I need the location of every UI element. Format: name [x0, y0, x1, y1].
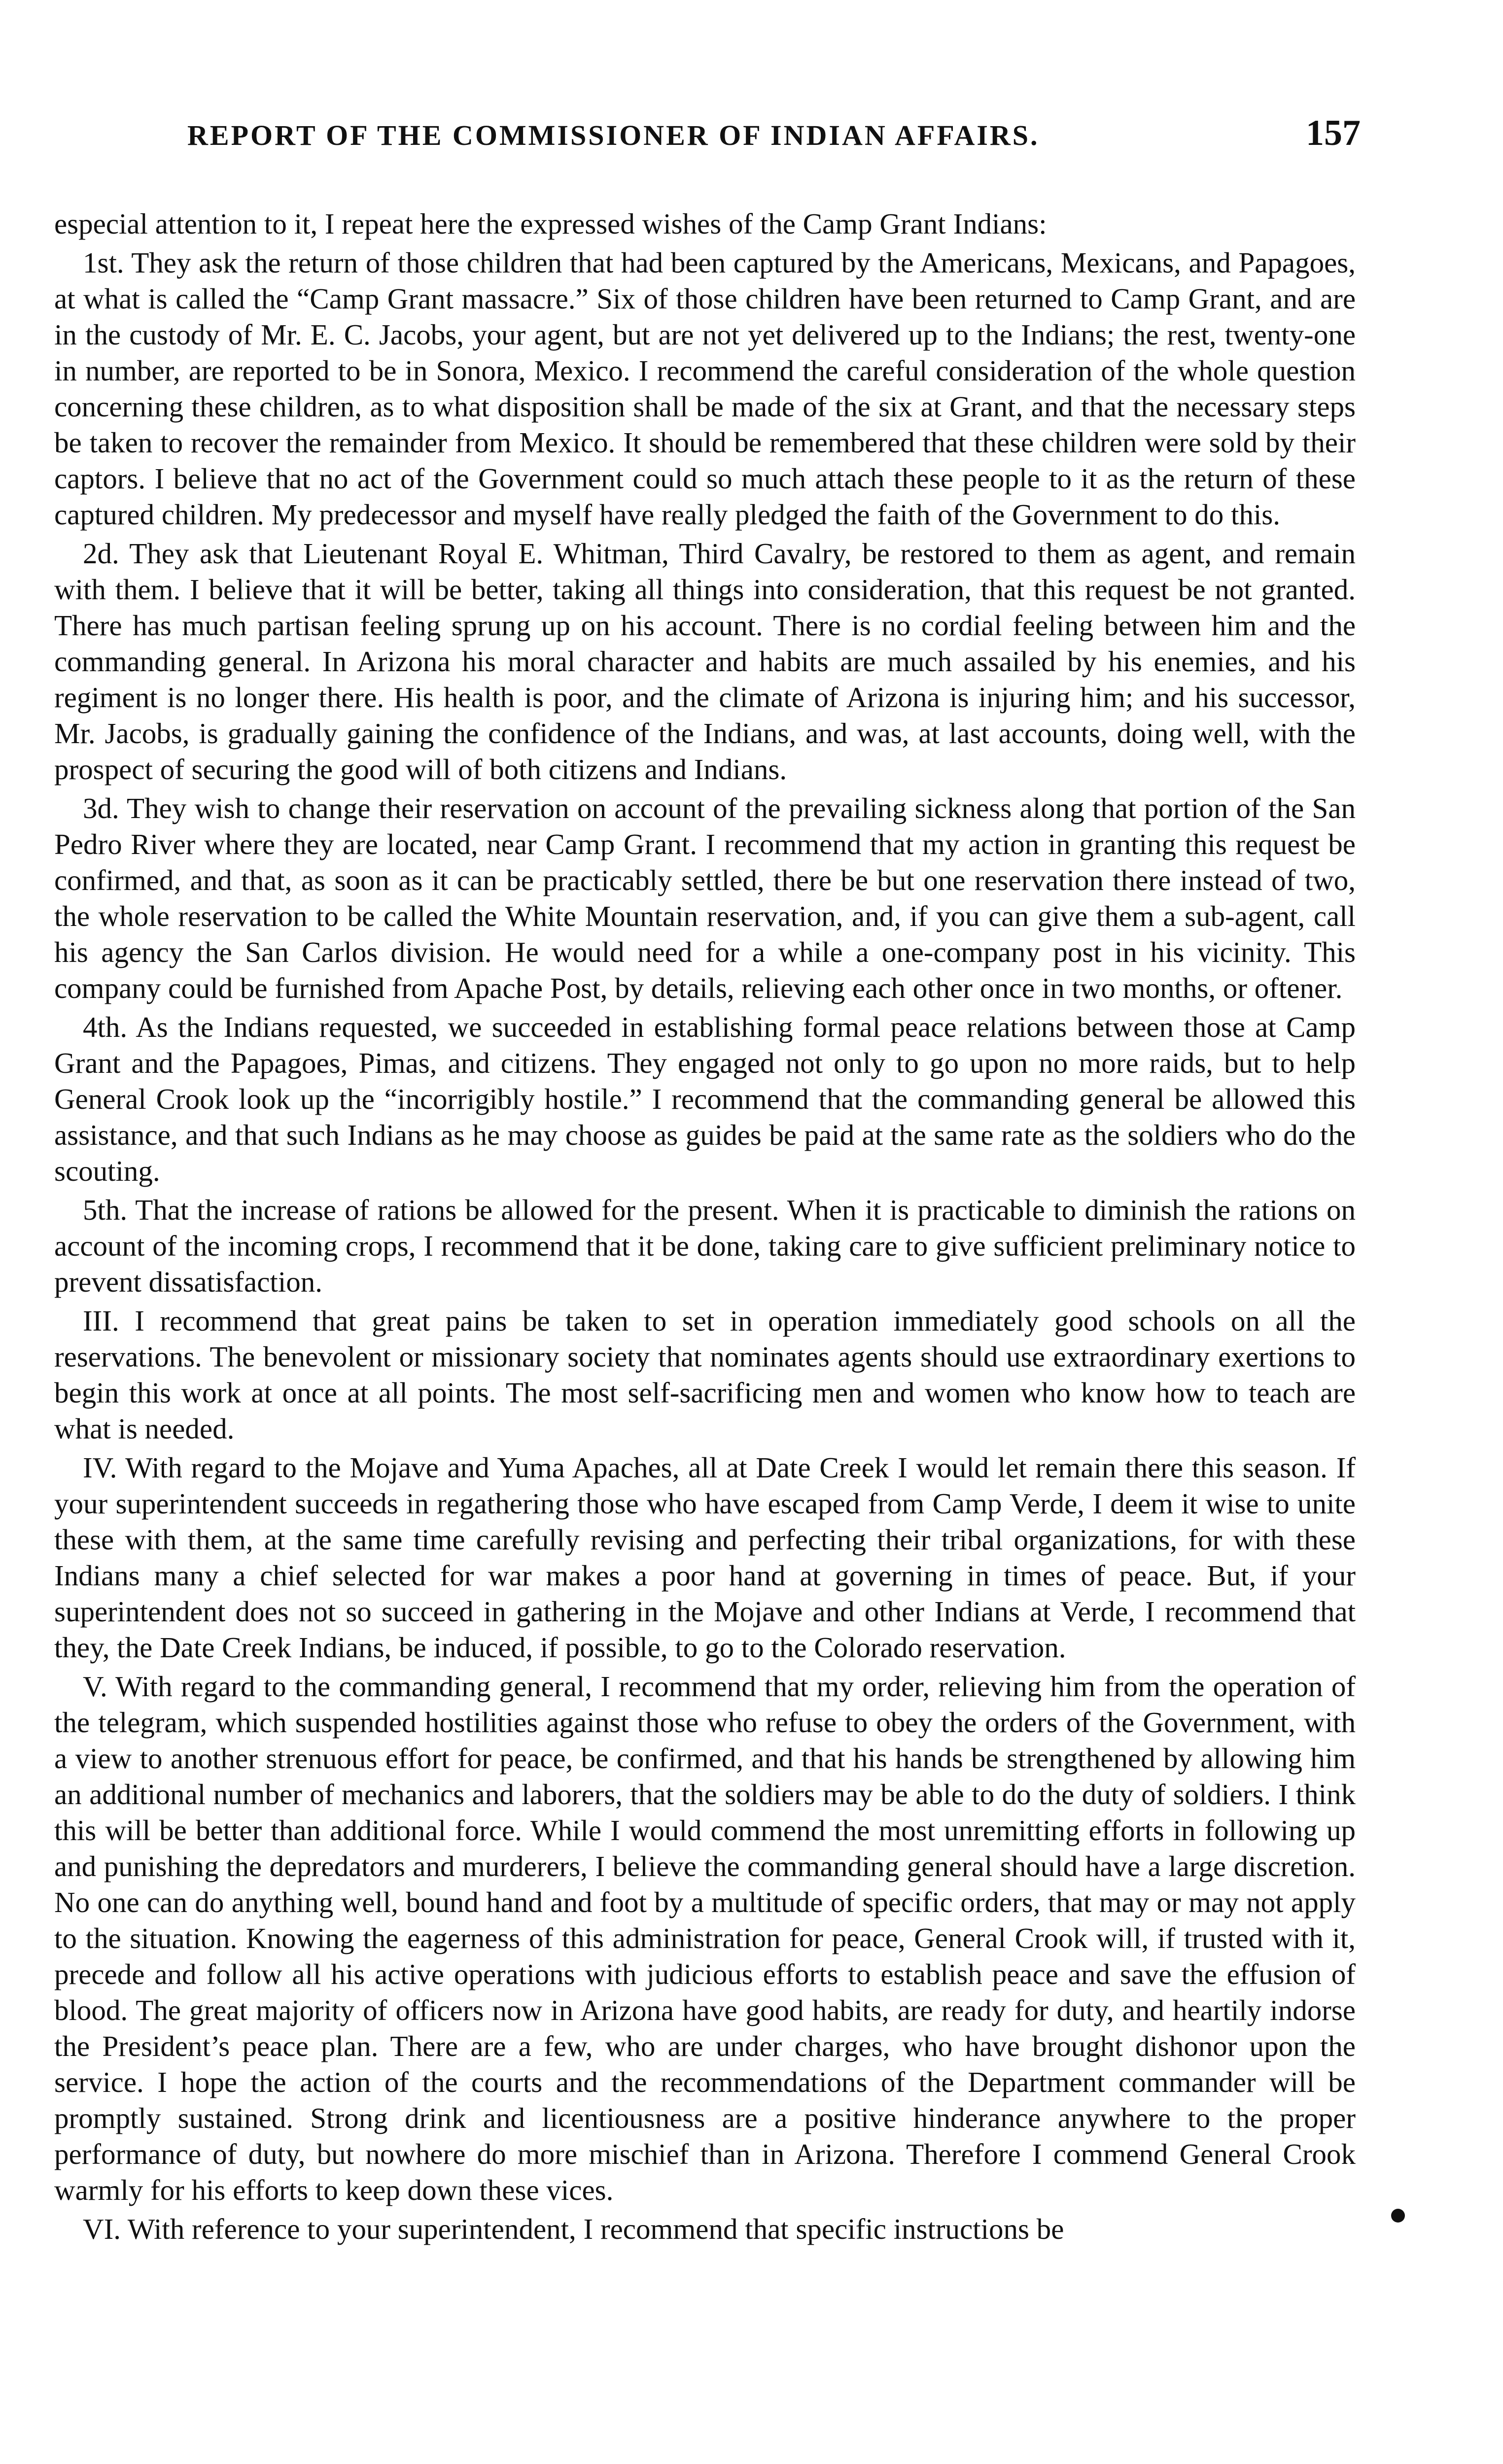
paragraph-third-wish: 3d. They wish to change their reservation on account of the prevailing sickness along that portion of the San Pedro River where they are located, near Camp Grant. I recommend that my action in granting this request be confirmed, and that, as soon as it can be practicably settled, there be but one reservation there instead of two, the whole reservation to be called the White Mountain reservation, and, if you can give them a sub-agent, call his agency the San Carlos division. He would need for a while a one-company post in his vicinity. This company could be furnished from Apache Post, by details, relieving each other once in two months, or oftener.	[54, 792, 1356, 1004]
paragraph-section-iv: IV. With regard to the Mojave and Yuma Apaches, all at Date Creek I would let remain there this season. If your superintendent succeeds in regathering those who have escaped from Camp Verde, I deem it wise to unite these with them, at the same time carefully revising and perfecting their tribal organizations, for with these Indians many a chief selected for war makes a poor hand at governing in times of peace. But, if your superintendent does not so succeed in gathering in the Mojave and other Indians at Verde, I recommend that they, the Date Creek Indians, be induced, if possible, to go to the Colorado reservation.	[54, 1451, 1356, 1664]
paragraph-first-wish: 1st. They ask the return of those children that had been captured by the Americans, Mexicans, and Papagoes, at what is called the “Camp Grant massacre.” Six of those children have been returned to Camp Grant, and are in the custody of Mr. E. C. Jacobs, your agent, but are not yet delivered up to the Indians; the rest, twenty-one in number, are reported to be in Sonora, Mexico. I recommend the careful consideration of the whole question concerning these children, as to what disposition shall be made of the six at Grant, and that the necessary steps be taken to recover the remainder from Mexico. It should be remembered that these children were sold by their captors. I believe that no act of the Government could so much attach these people to it as the return of these captured children. My predecessor and myself have really pledged the faith of the Government to do this.	[54, 246, 1356, 531]
page-number: 157	[1306, 113, 1361, 153]
paragraph-section-iii: III. I recommend that great pains be taken to set in operation immediately good schools on all the reservations. The benevolent or missionary society that nominates agents should use extraordinary exertions to begin this work at once at all points. The most self-sacrificing men and women who know how to teach are what is needed.	[54, 1304, 1356, 1445]
paragraph-section-vi: VI. With reference to your superintendent, I recommend that specific instructions be	[83, 2213, 1064, 2245]
paragraph-fifth-wish: 5th. That the increase of rations be allowed for the present. When it is practicable to diminish the rations on account of the incoming crops, I recommend that it be done, taking care to give sufficient preliminary notice to prevent dissatisfaction.	[54, 1194, 1356, 1298]
page-header	[187, 112, 1361, 167]
paragraph-second-wish: 2d. They ask that Lieutenant Royal E. Whitman, Third Cavalry, be restored to them as agent, and remain with them. I believe that it will be better, taking all things into consideration, that this request be not granted. There has much partisan feeling sprung up on his account. There is no cordial feeling between him and the commanding general. In Arizona his moral character and habits are much assailed by his enemies, and his regiment is no longer there. His health is poor, and the climate of Arizona is injuring him; and his successor, Mr. Jacobs, is gradually gaining the confidence of the Indians, and was, at last accounts, doing well, with the prospect of securing the good will of both citizens and Indians.	[54, 537, 1356, 786]
running-head: REPORT OF THE COMMISSIONER OF INDIAN AFFAIRS.	[187, 119, 1040, 151]
body-text	[54, 206, 1356, 2250]
paragraph-section-v: V. With regard to the commanding general, I recommend that my order, relieving him from the operation of the telegram, which suspended hostilities against those who refuse to obey the orders of the Government, with a view to another strenuous effort for peace, be confirmed, and that his hands be strengthened by allowing him an additional number of mechanics and laborers, that the soldiers may be able to do the duty of soldiers. I think this will be better than additional force. While I would commend the most unremitting efforts in following up and punishing the depredators and murderers, I believe the commanding general should have a large discretion. No one can do anything well, bound hand and foot by a multitude of specific orders, that may or may not apply to the situation. Knowing the eagerness of this administration for peace, General Crook will, if trusted with it, precede and follow all his active operations with judicious efforts to establish peace and save the effusion of blood. The great majority of officers now in Arizona have good habits, are ready for duty, and heartily indorse the President’s peace plan. There are a few, who are under charges, who have brought dishonor upon the service. I hope the action of the courts and the recommendations of the Department commander will be promptly sustained. Strong drink and licentiousness are a positive hinderance anywhere to the proper performance of duty, but nowhere do more mischief than in Arizona. Therefore I commend General Crook warmly for his efforts to keep down these vices.	[54, 1670, 1356, 2206]
paragraph-continuation: especial attention to it, I repeat here the expressed wishes of the Camp Grant Indians:	[54, 207, 1047, 240]
paragraph-fourth-wish: 4th. As the Indians requested, we succeeded in establishing formal peace relations between those at Camp Grant and the Papagoes, Pimas, and citizens. They engaged not only to go upon no more raids, but to help General Crook look up the “incorrigibly hostile.” I recommend that the commanding general be allowed this assistance, and that such Indians as he may choose as guides be paid at the same rate as the soldiers who do the scouting.	[54, 1011, 1356, 1187]
margin-dot-mark	[1391, 2209, 1405, 2223]
